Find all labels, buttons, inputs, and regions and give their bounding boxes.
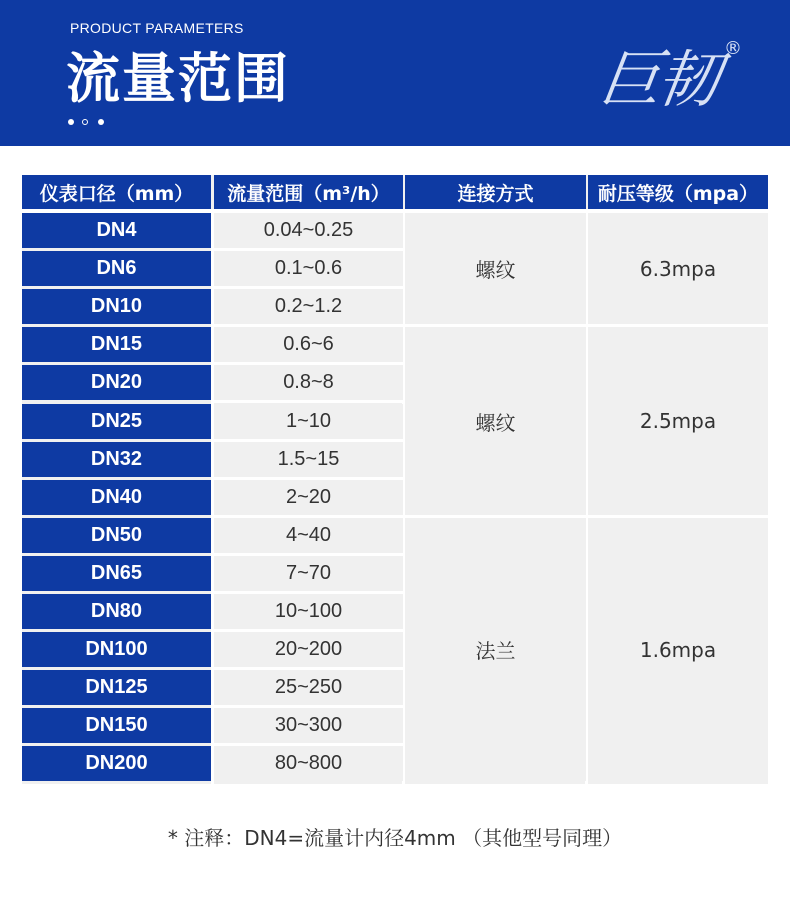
size-cell: DN32 [22, 442, 211, 477]
spec-table [22, 175, 768, 784]
brand-logo [594, 30, 750, 130]
connection-cell: 螺纹 [405, 213, 586, 324]
size-cell: DN125 [22, 670, 211, 705]
flow-cell: 20~200 [214, 632, 403, 667]
flow-cell: 0.04~0.25 [214, 213, 403, 248]
flow-cell: 0.1~0.6 [214, 251, 403, 286]
section-title: 流量范围 [66, 47, 290, 110]
size-cell: DN80 [22, 594, 211, 629]
flow-cell: 7~70 [214, 556, 403, 591]
size-cell: DN10 [22, 289, 211, 324]
flow-cell: 0.2~1.2 [214, 289, 403, 324]
registered-mark-icon: ® [724, 38, 742, 59]
size-cell: DN50 [22, 518, 211, 553]
size-cell: DN40 [22, 480, 211, 515]
flow-cell: 80~800 [214, 746, 403, 781]
column-header: 耐压等级（mpa） [588, 175, 768, 209]
size-cell: DN15 [22, 327, 211, 362]
flow-cell: 10~100 [214, 594, 403, 629]
column-header: 连接方式 [405, 175, 586, 209]
flow-cell: 1~10 [214, 404, 403, 439]
pressure-cell: 1.6mpa [588, 518, 768, 781]
flow-cell: 25~250 [214, 670, 403, 705]
flow-cell: 2~20 [214, 480, 403, 515]
section-subtitle: PRODUCT PARAMETERS [70, 20, 244, 36]
connection-cell: 螺纹 [405, 327, 586, 515]
flow-cell: 0.6~6 [214, 327, 403, 362]
flow-cell: 0.8~8 [214, 365, 403, 400]
dot-icon [98, 119, 104, 125]
size-cell: DN100 [22, 632, 211, 667]
header-banner [0, 0, 790, 146]
size-cell: DN65 [22, 556, 211, 591]
logo-text: 巨韧 [594, 43, 721, 116]
size-cell: DN20 [22, 365, 211, 400]
dot-icon [68, 119, 74, 125]
pressure-cell: 6.3mpa [588, 213, 768, 324]
row-divider [214, 400, 403, 403]
column-header: 流量范围（m³/h） [214, 175, 403, 209]
size-cell: DN25 [22, 404, 211, 439]
size-cell: DN200 [22, 746, 211, 781]
column-header: 仪表口径（mm） [22, 175, 211, 209]
connection-cell: 法兰 [405, 518, 586, 781]
dot-outline-icon [82, 119, 88, 125]
flow-cell: 1.5~15 [214, 442, 403, 477]
size-cell: DN150 [22, 708, 211, 743]
size-cell: DN6 [22, 251, 211, 286]
footnote: * 注释：DN4=流量计内径4mm （其他型号同理） [167, 826, 623, 850]
flow-cell: 4~40 [214, 518, 403, 553]
flow-cell: 30~300 [214, 708, 403, 743]
pressure-cell: 2.5mpa [588, 327, 768, 515]
size-cell: DN4 [22, 213, 211, 248]
